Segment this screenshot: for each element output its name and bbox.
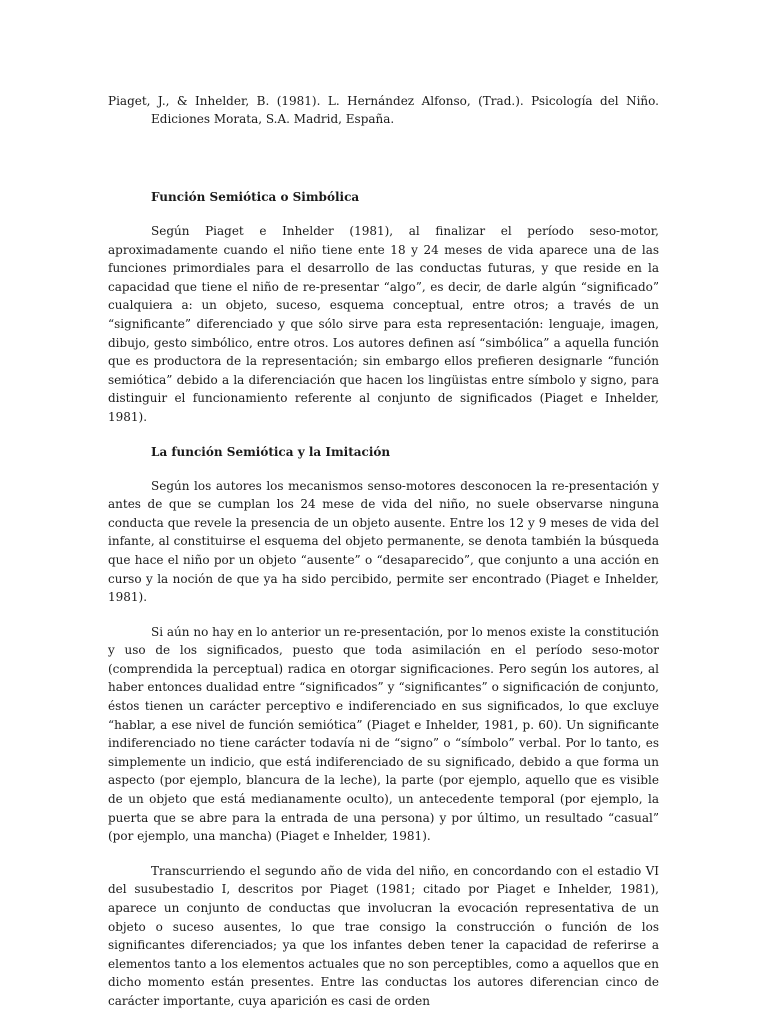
document-page — [108, 92, 659, 1011]
paragraph-1: Según Piaget e Inhelder (1981), al finalizar el período seso-motor, aproximadamente cuando el niño tiene ente 18 y 24 meses de vida aparece una de las funciones primordiales para el desarrollo de las conductas futuras, y que reside en la capacidad que tiene el niño de re-presentar “algo”, es decir, de darle algún “significado” cualquiera a: un objeto, suceso, esquema conceptual, entre otros; a través de un “significante” diferenciado y que sólo sirve para esta representación: lenguaje, imagen, dibujo, gesto simbólico, entre otros. Los autores definen así “simbólica” a aquella función que es productora de la representación; sin embargo ellos prefieren designarle “función semiótica” debido a la diferenciación que hacen los lingüistas entre símbolo y signo, para distinguir el funcionamiento referente al conjunto de significados (Piaget e Inhelder, 1981). — [108, 224, 659, 424]
section-heading-funcion-semiotica: Función Semiótica o Simbólica — [151, 190, 360, 204]
section-heading-funcion-semiotica-imitacion: La función Semiótica y la Imitación — [151, 444, 391, 459]
paragraph-3: Si aún no hay en lo anterior un re-presentación, por lo menos existe la constitución y uso de los significados, puesto que toda asimilación en el período seso-motor (comprendida la perceptual) radica en otorgar significaciones. Pero según los autores, al haber entonces dualidad entre “significados” y “significantes” o significación de conjunto, éstos tienen un carácter perceptivo e indiferenciado en sus significados, lo que excluye “hablar, a ese nivel de función semiótica” (Piaget e Inhelder, 1981, p. 60). Un significante indiferenciado no tiene carácter todavía ni de “signo” o “símbolo” verbal. Por lo tanto, es simplemente un indicio, que está indiferenciado de su significado, debido a que forma un aspecto (por ejemplo, blancura de la leche), la parte (por ejemplo, aquello que es visible de un objeto que está medianamente oculto), un antecedente temporal (por ejemplo, la puerta que se abre para la entrada de una persona) y por último, un resultado “casual” (por ejemplo, una mancha) (Piaget e Inhelder, 1981). — [108, 624, 659, 844]
bibliographic-reference: Piaget, J., & Inhelder, B. (1981). L. Hernández Alfonso, (Trad.). Psicología del Niño. Ediciones Morata, S.A. Madrid, España. — [108, 94, 659, 126]
paragraph-2: Según los autores los mecanismos senso-motores desconocen la re-presentación y antes de que se cumplan los 24 mese de vida del niño, no suele observarse ninguna conducta que revele la presencia de un objeto ausente. Entre los 12 y 9 meses de vida del infante, al constituirse el esquema del objeto permanente, se denota también la búsqueda que hace el niño por un objeto “ausente” o “desaparecido”, que conjunto a una acción en curso y la noción de que ya ha sido percibido, permite ser encontrado (Piaget e Inhelder, 1981). — [108, 478, 659, 605]
paragraph-4: Transcurriendo el segundo año de vida del niño, en concordando con el estadio VI del susubestadio I, descritos por Piaget (1981; citado por Piaget e Inhelder, 1981), aparece un conjunto de conductas que involucran la evocación representativa de un objeto o suceso ausentes, lo que trae consigo la construcción o función de los significantes diferenciados; ya que los infantes deben tener la capacidad de referirse a elementos tanto a los elementos actuales que no son perceptibles, como a aquellos que en dicho momento están presentes. Entre las conductas los autores diferencian cinco de carácter importante, cuya aparición es casi de orden — [108, 863, 659, 1008]
